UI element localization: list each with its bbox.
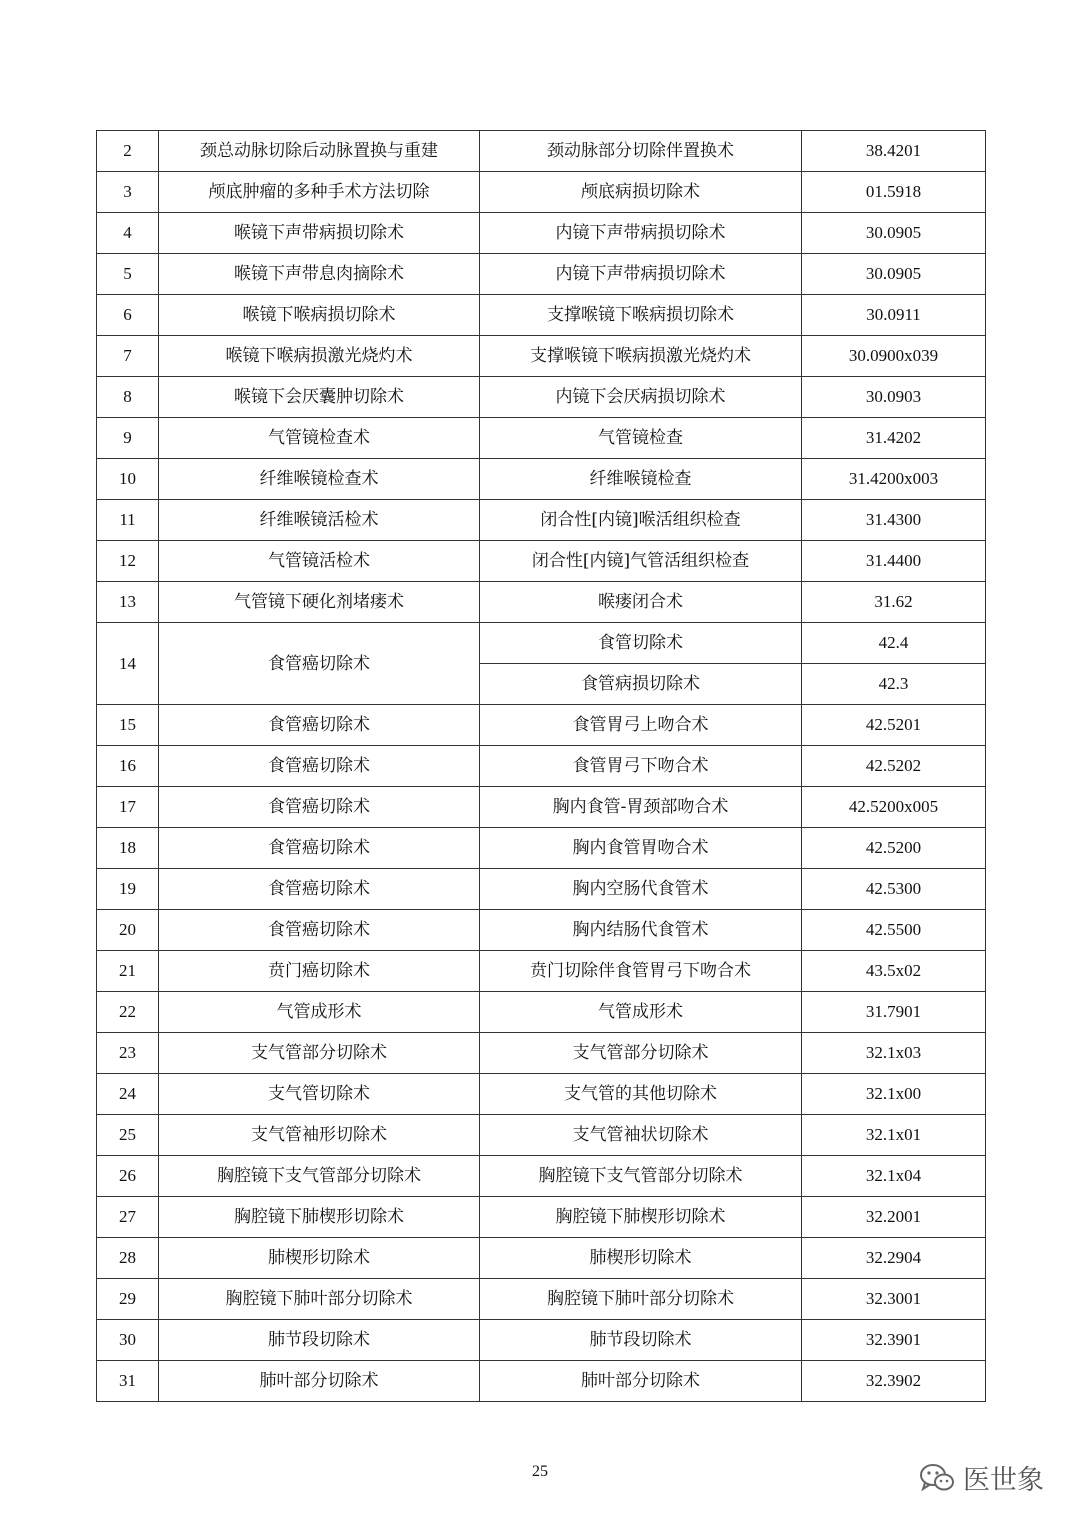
icd-code-cell: 31.4202 — [802, 418, 986, 459]
row-number-cell: 25 — [97, 1115, 159, 1156]
procedure-name-cell: 气管镜下硬化剂堵瘘术 — [159, 582, 480, 623]
procedure-name-cell: 纤维喉镜活检术 — [159, 500, 480, 541]
icd-code-cell: 30.0900x039 — [802, 336, 986, 377]
table-row — [97, 787, 986, 828]
icd-code-cell: 42.5200 — [802, 828, 986, 869]
icd-name-cell: 支气管袖状切除术 — [480, 1115, 802, 1156]
row-number-cell: 22 — [97, 992, 159, 1033]
icd-code-cell: 38.4201 — [802, 131, 986, 172]
procedure-name-cell: 胸腔镜下肺叶部分切除术 — [159, 1279, 480, 1320]
procedure-name-cell: 支气管切除术 — [159, 1074, 480, 1115]
table-row — [97, 1074, 986, 1115]
procedure-name-cell: 食管癌切除术 — [159, 787, 480, 828]
procedure-name-cell: 气管镜活检术 — [159, 541, 480, 582]
table-row — [97, 1033, 986, 1074]
procedure-name-cell: 肺叶部分切除术 — [159, 1361, 480, 1402]
row-number-cell: 13 — [97, 582, 159, 623]
table-row — [97, 828, 986, 869]
row-number-cell: 10 — [97, 459, 159, 500]
procedure-name-cell: 贲门癌切除术 — [159, 951, 480, 992]
table-row — [97, 254, 986, 295]
icd-name-cell: 内镜下会厌病损切除术 — [480, 377, 802, 418]
icd-code-cell: 32.3001 — [802, 1279, 986, 1320]
row-number-cell: 16 — [97, 746, 159, 787]
row-number-cell: 18 — [97, 828, 159, 869]
icd-name-cell: 内镜下声带病损切除术 — [480, 213, 802, 254]
icd-code-cell: 42.5202 — [802, 746, 986, 787]
procedure-name-cell: 食管癌切除术 — [159, 705, 480, 746]
procedure-name-cell: 气管镜检查术 — [159, 418, 480, 459]
row-number-cell: 15 — [97, 705, 159, 746]
row-number-cell: 20 — [97, 910, 159, 951]
icd-code-cell: 31.62 — [802, 582, 986, 623]
table-row — [97, 992, 986, 1033]
row-number-cell: 23 — [97, 1033, 159, 1074]
icd-name-cell: 肺节段切除术 — [480, 1320, 802, 1361]
table-row — [97, 1115, 986, 1156]
icd-name-cell: 闭合性[内镜]喉活组织检查 — [480, 500, 802, 541]
procedure-name-cell: 支气管部分切除术 — [159, 1033, 480, 1074]
table-row — [97, 1320, 986, 1361]
procedure-name-cell: 肺节段切除术 — [159, 1320, 480, 1361]
table-row — [97, 623, 986, 664]
icd-code-cell: 32.2904 — [802, 1238, 986, 1279]
icd-name-cell: 食管切除术 — [480, 623, 802, 664]
table-row — [97, 459, 986, 500]
icd-code-cell: 42.3 — [802, 664, 986, 705]
procedure-name-cell: 食管癌切除术 — [159, 828, 480, 869]
icd-name-cell: 胸腔镜下肺楔形切除术 — [480, 1197, 802, 1238]
table-row — [97, 172, 986, 213]
procedure-name-cell: 食管癌切除术 — [159, 869, 480, 910]
row-number-cell: 21 — [97, 951, 159, 992]
row-number-cell: 24 — [97, 1074, 159, 1115]
icd-code-cell: 42.5200x005 — [802, 787, 986, 828]
icd-name-cell: 胸腔镜下肺叶部分切除术 — [480, 1279, 802, 1320]
row-number-cell: 12 — [97, 541, 159, 582]
row-number-cell: 9 — [97, 418, 159, 459]
table-row — [97, 582, 986, 623]
procedure-name-cell: 胸腔镜下肺楔形切除术 — [159, 1197, 480, 1238]
row-number-cell: 5 — [97, 254, 159, 295]
icd-name-cell: 胸内空肠代食管术 — [480, 869, 802, 910]
icd-code-cell: 32.1x00 — [802, 1074, 986, 1115]
procedure-name-cell: 食管癌切除术 — [159, 910, 480, 951]
icd-code-cell: 32.3902 — [802, 1361, 986, 1402]
icd-name-cell: 食管胃弓下吻合术 — [480, 746, 802, 787]
icd-code-cell: 32.1x04 — [802, 1156, 986, 1197]
row-number-cell: 3 — [97, 172, 159, 213]
icd-code-cell: 30.0903 — [802, 377, 986, 418]
icd-code-cell: 31.4200x003 — [802, 459, 986, 500]
table-row — [97, 910, 986, 951]
icd-name-cell: 胸内食管-胃颈部吻合术 — [480, 787, 802, 828]
table-row — [97, 418, 986, 459]
icd-name-cell: 胸内食管胃吻合术 — [480, 828, 802, 869]
procedure-name-cell: 胸腔镜下支气管部分切除术 — [159, 1156, 480, 1197]
table-row — [97, 295, 986, 336]
procedure-name-cell: 颈总动脉切除后动脉置换与重建 — [159, 131, 480, 172]
table-row — [97, 746, 986, 787]
procedure-name-cell: 喉镜下声带息肉摘除术 — [159, 254, 480, 295]
procedure-name-cell: 颅底肿瘤的多种手术方法切除 — [159, 172, 480, 213]
icd-code-cell: 43.5x02 — [802, 951, 986, 992]
icd-code-cell: 42.5300 — [802, 869, 986, 910]
icd-name-cell: 颈动脉部分切除伴置换术 — [480, 131, 802, 172]
icd-code-cell: 42.5500 — [802, 910, 986, 951]
table-row — [97, 131, 986, 172]
icd-name-cell: 胸腔镜下支气管部分切除术 — [480, 1156, 802, 1197]
row-number-cell: 31 — [97, 1361, 159, 1402]
icd-code-cell: 32.2001 — [802, 1197, 986, 1238]
icd-name-cell: 内镜下声带病损切除术 — [480, 254, 802, 295]
procedure-name-cell: 喉镜下会厌囊肿切除术 — [159, 377, 480, 418]
row-number-cell: 19 — [97, 869, 159, 910]
row-number-cell: 17 — [97, 787, 159, 828]
icd-name-cell: 颅底病损切除术 — [480, 172, 802, 213]
procedure-name-cell: 支气管袖形切除术 — [159, 1115, 480, 1156]
row-number-cell: 6 — [97, 295, 159, 336]
table-row — [97, 951, 986, 992]
icd-name-cell: 喉瘘闭合术 — [480, 582, 802, 623]
watermark-text: 医世象 — [963, 1465, 1044, 1496]
icd-code-cell: 30.0911 — [802, 295, 986, 336]
procedure-name-cell: 喉镜下声带病损切除术 — [159, 213, 480, 254]
icd-code-cell: 01.5918 — [802, 172, 986, 213]
icd-name-cell: 支撑喉镜下喉病损激光烧灼术 — [480, 336, 802, 377]
icd-name-cell: 支气管部分切除术 — [480, 1033, 802, 1074]
icd-name-cell: 气管成形术 — [480, 992, 802, 1033]
icd-name-cell: 食管病损切除术 — [480, 664, 802, 705]
row-number-cell: 27 — [97, 1197, 159, 1238]
row-number-cell: 2 — [97, 131, 159, 172]
table-row — [97, 213, 986, 254]
procedure-name-cell: 气管成形术 — [159, 992, 480, 1033]
table-row — [97, 1197, 986, 1238]
icd-code-cell: 32.1x01 — [802, 1115, 986, 1156]
procedure-name-cell: 纤维喉镜检查术 — [159, 459, 480, 500]
table-row — [97, 1361, 986, 1402]
watermark — [919, 1458, 1044, 1497]
icd-name-cell: 食管胃弓上吻合术 — [480, 705, 802, 746]
page-number: 25 — [532, 1463, 548, 1480]
icd-name-cell: 肺楔形切除术 — [480, 1238, 802, 1279]
table-row — [97, 869, 986, 910]
row-number-cell: 30 — [97, 1320, 159, 1361]
procedure-name-cell: 食管癌切除术 — [159, 623, 480, 705]
icd-name-cell: 纤维喉镜检查 — [480, 459, 802, 500]
wechat-icon — [919, 1463, 955, 1493]
icd-code-cell: 42.4 — [802, 623, 986, 664]
icd-code-cell: 31.4300 — [802, 500, 986, 541]
row-number-cell: 28 — [97, 1238, 159, 1279]
table-row — [97, 336, 986, 377]
row-number-cell: 29 — [97, 1279, 159, 1320]
icd-name-cell: 支气管的其他切除术 — [480, 1074, 802, 1115]
table-row — [97, 541, 986, 582]
icd-code-cell: 31.4400 — [802, 541, 986, 582]
procedure-name-cell: 喉镜下喉病损切除术 — [159, 295, 480, 336]
table-row — [97, 500, 986, 541]
procedure-name-cell: 食管癌切除术 — [159, 746, 480, 787]
table-row — [97, 1156, 986, 1197]
table-row — [97, 1279, 986, 1320]
icd-name-cell: 闭合性[内镜]气管活组织检查 — [480, 541, 802, 582]
procedure-name-cell: 喉镜下喉病损激光烧灼术 — [159, 336, 480, 377]
row-number-cell: 11 — [97, 500, 159, 541]
icd-name-cell: 胸内结肠代食管术 — [480, 910, 802, 951]
row-number-cell: 26 — [97, 1156, 159, 1197]
icd-code-cell: 42.5201 — [802, 705, 986, 746]
icd-name-cell: 气管镜检查 — [480, 418, 802, 459]
row-number-cell: 14 — [97, 623, 159, 705]
table-row — [97, 705, 986, 746]
row-number-cell: 7 — [97, 336, 159, 377]
table-body — [97, 131, 986, 1402]
icd-name-cell: 肺叶部分切除术 — [480, 1361, 802, 1402]
icd-code-cell: 31.7901 — [802, 992, 986, 1033]
table-row — [97, 377, 986, 418]
row-number-cell: 8 — [97, 377, 159, 418]
icd-code-cell: 30.0905 — [802, 254, 986, 295]
icd-name-cell: 支撑喉镜下喉病损切除术 — [480, 295, 802, 336]
table-row — [97, 1238, 986, 1279]
procedure-table — [96, 130, 986, 1402]
row-number-cell: 4 — [97, 213, 159, 254]
icd-code-cell: 30.0905 — [802, 213, 986, 254]
procedure-name-cell: 肺楔形切除术 — [159, 1238, 480, 1279]
icd-name-cell: 贲门切除伴食管胃弓下吻合术 — [480, 951, 802, 992]
icd-code-cell: 32.1x03 — [802, 1033, 986, 1074]
icd-code-cell: 32.3901 — [802, 1320, 986, 1361]
